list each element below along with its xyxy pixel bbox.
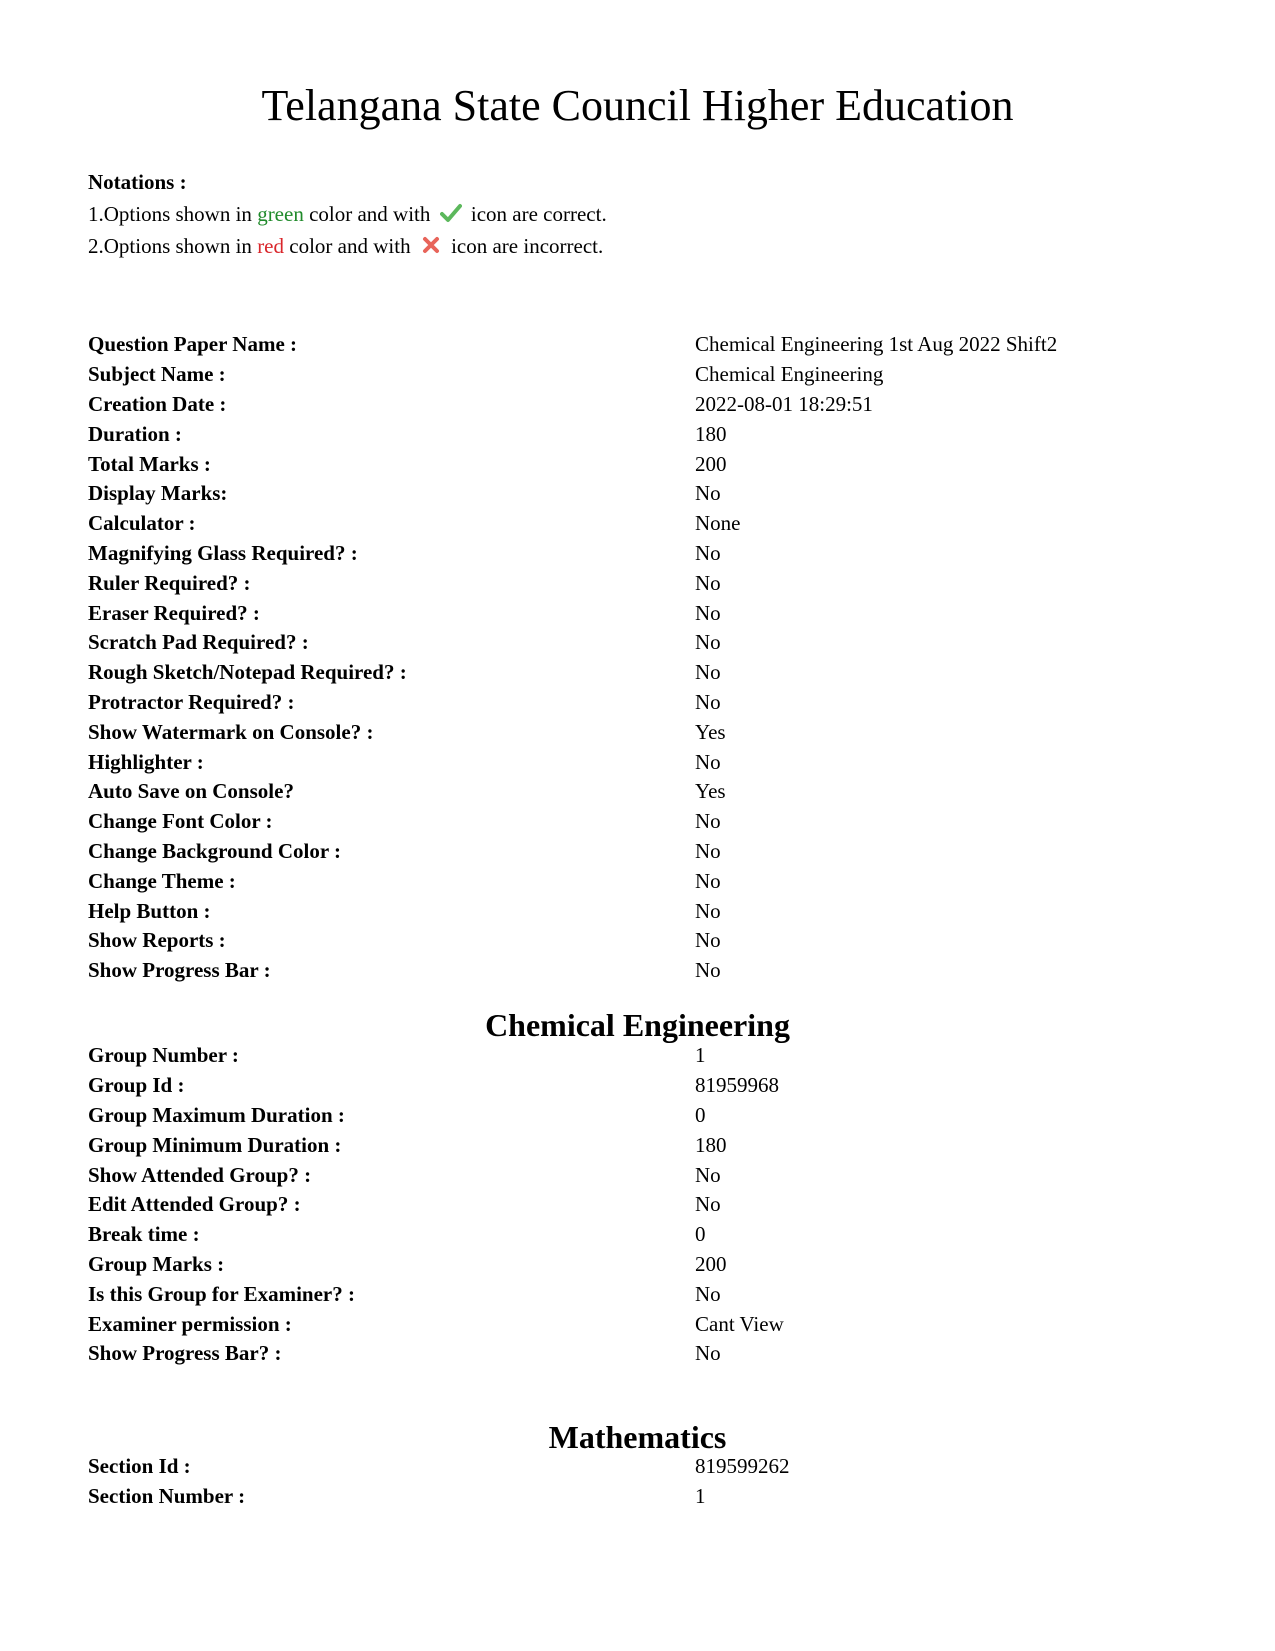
info-label: Duration : [88, 421, 182, 446]
info-value: No [695, 1192, 721, 1217]
info-row [88, 1160, 1198, 1190]
info-value: No [695, 1341, 721, 1366]
info-label: Break time : [88, 1222, 200, 1247]
info-value: Chemical Engineering [695, 362, 884, 387]
info-label: Show Progress Bar : [88, 958, 271, 983]
section-heading: Mathematics [548, 1419, 727, 1455]
info-row [88, 1071, 1198, 1101]
info-value: No [695, 689, 721, 714]
info-value: 180 [695, 1132, 727, 1157]
notation-correct-suffix: icon are correct. [465, 202, 607, 226]
info-label: Ruler Required? : [88, 570, 251, 595]
info-value: No [695, 1162, 721, 1187]
info-row [88, 628, 1198, 658]
info-label: Show Progress Bar? : [88, 1341, 282, 1366]
info-label: Eraser Required? : [88, 600, 260, 625]
info-row [88, 1452, 1198, 1482]
info-value: No [695, 540, 721, 565]
notations-block [88, 166, 607, 262]
info-value: 819599262 [695, 1454, 790, 1479]
info-label: Group Minimum Duration : [88, 1132, 342, 1157]
check-icon [440, 200, 462, 220]
notation-correct-prefix: 1.Options shown in [88, 202, 258, 226]
info-label: Is this Group for Examiner? : [88, 1281, 355, 1306]
notation-incorrect-middle: color and with [284, 234, 416, 258]
info-label: Examiner permission : [88, 1311, 292, 1336]
info-value: Yes [695, 719, 726, 744]
info-value: None [695, 511, 741, 536]
info-label: Help Button : [88, 898, 211, 923]
info-row [88, 330, 1198, 360]
info-row [88, 717, 1198, 747]
info-label: Group Marks : [88, 1251, 225, 1276]
info-row [88, 360, 1198, 390]
group-info-table [88, 1041, 1198, 1369]
notation-incorrect-prefix: 2.Options shown in [88, 234, 258, 258]
info-value: No [695, 660, 721, 685]
info-value: No [695, 630, 721, 655]
info-label: Scratch Pad Required? : [88, 630, 309, 655]
info-value: Chemical Engineering 1st Aug 2022 Shift2 [695, 332, 1058, 357]
info-row [88, 598, 1198, 628]
info-label: Highlighter : [88, 749, 204, 774]
notations-heading: Notations : [88, 170, 187, 194]
info-label: Show Reports : [88, 928, 226, 953]
info-label: Show Watermark on Console? : [88, 719, 374, 744]
cross-icon [420, 232, 442, 252]
info-label: Group Number : [88, 1043, 239, 1068]
info-value: No [695, 958, 721, 983]
info-row [88, 509, 1198, 539]
info-row [88, 1190, 1198, 1220]
info-row [88, 1101, 1198, 1131]
info-label: Calculator : [88, 511, 196, 536]
info-label: Subject Name : [88, 362, 226, 387]
info-row [88, 926, 1198, 956]
info-value: No [695, 928, 721, 953]
info-row [88, 866, 1198, 896]
notation-correct-color-word: green [257, 202, 304, 226]
info-label: Section Number : [88, 1484, 246, 1509]
info-row [88, 956, 1198, 986]
info-row [88, 1482, 1198, 1512]
info-label: Change Theme : [88, 868, 236, 893]
info-value: No [695, 600, 721, 625]
info-row [88, 1309, 1198, 1339]
info-value: No [695, 838, 721, 863]
info-row [88, 390, 1198, 420]
info-value: No [695, 868, 721, 893]
info-label: Total Marks : [88, 451, 211, 476]
info-row [88, 747, 1198, 777]
info-row [88, 568, 1198, 598]
info-row [88, 1220, 1198, 1250]
info-row [88, 658, 1198, 688]
info-row [88, 449, 1198, 479]
info-label: Protractor Required? : [88, 689, 295, 714]
info-label: Group Maximum Duration : [88, 1102, 345, 1127]
info-row [88, 777, 1198, 807]
info-row [88, 807, 1198, 837]
info-label: Change Background Color : [88, 838, 342, 863]
info-row [88, 837, 1198, 867]
info-value: 0 [695, 1102, 706, 1127]
info-label: Question Paper Name : [88, 332, 298, 357]
notation-incorrect-suffix: icon are incorrect. [445, 234, 604, 258]
notation-incorrect-color-word: red [257, 234, 285, 258]
info-label: Show Attended Group? : [88, 1162, 312, 1187]
info-label: Display Marks: [88, 481, 228, 506]
section-info-table [88, 1452, 1198, 1512]
info-label: Edit Attended Group? : [88, 1192, 301, 1217]
info-label: Magnifying Glass Required? : [88, 540, 358, 565]
info-value: No [695, 898, 721, 923]
info-label: Group Id : [88, 1073, 185, 1098]
info-label: Creation Date : [88, 391, 227, 416]
page-title: Telangana State Council Higher Education [261, 81, 1014, 130]
info-value: No [695, 1281, 721, 1306]
info-value: 180 [695, 421, 727, 446]
info-value: 2022-08-01 18:29:51 [695, 391, 873, 416]
info-value: 81959968 [695, 1073, 779, 1098]
paper-info-table [88, 330, 1198, 986]
info-label: Rough Sketch/Notepad Required? : [88, 660, 407, 685]
info-value: Cant View [695, 1311, 784, 1336]
info-value: No [695, 481, 721, 506]
info-label: Section Id : [88, 1454, 191, 1479]
info-row [88, 1130, 1198, 1160]
info-label: Change Font Color : [88, 809, 273, 834]
info-value: No [695, 570, 721, 595]
info-value: 200 [695, 451, 727, 476]
info-row [88, 896, 1198, 926]
info-value: No [695, 749, 721, 774]
notation-correct [88, 198, 607, 230]
info-value: No [695, 809, 721, 834]
info-value: 0 [695, 1222, 706, 1247]
info-row [88, 1279, 1198, 1309]
notation-incorrect [88, 230, 607, 262]
info-row [88, 1041, 1198, 1071]
info-value: 1 [695, 1043, 706, 1068]
info-label: Auto Save on Console? [88, 779, 294, 804]
info-row [88, 1339, 1198, 1369]
info-value: 1 [695, 1484, 706, 1509]
info-value: 200 [695, 1251, 727, 1276]
info-row [88, 1250, 1198, 1280]
info-row [88, 479, 1198, 509]
info-row [88, 419, 1198, 449]
info-value: Yes [695, 779, 726, 804]
notation-correct-middle: color and with [303, 202, 436, 226]
group-heading: Chemical Engineering [485, 1007, 790, 1043]
info-row [88, 688, 1198, 718]
info-row [88, 539, 1198, 569]
